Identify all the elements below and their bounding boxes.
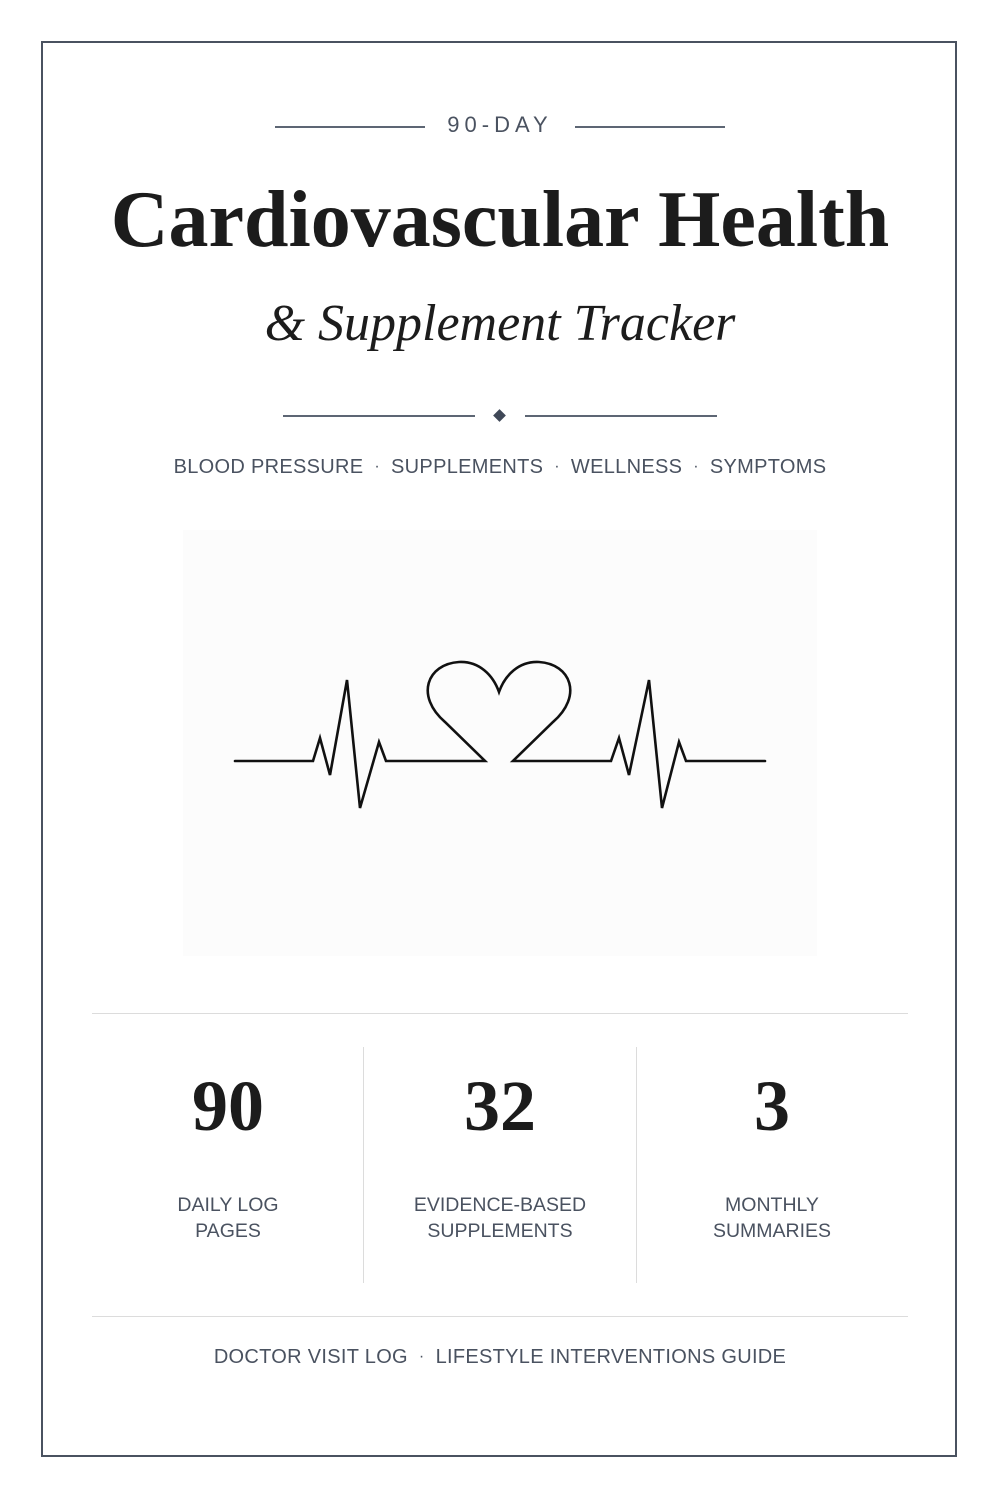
- heartbeat-heart-line-icon: [183, 530, 817, 956]
- page-title: Cardiovascular Health: [110, 176, 890, 264]
- divider-rule-left: [283, 415, 475, 417]
- stats-top-rule: [92, 1013, 908, 1014]
- stat-monthly-summaries: [636, 1066, 908, 1244]
- topic-supplements: SUPPLEMENTS: [391, 456, 544, 478]
- stat-supplements: [364, 1066, 636, 1244]
- footer-item-lifestyle-guide: LIFESTYLE INTERVENTIONS GUIDE: [435, 1346, 787, 1368]
- illustration-panel: [183, 530, 817, 956]
- stats-bottom-rule: [92, 1316, 908, 1317]
- page-subtitle: & Supplement Tracker: [264, 295, 736, 352]
- topics-line: [0, 456, 1000, 479]
- footer-item-doctor-visit-log: DOCTOR VISIT LOG: [213, 1346, 408, 1368]
- stat-label: MONTHLY SUMMARIES: [712, 1194, 832, 1242]
- topic-blood-pressure: BLOOD PRESSURE: [173, 456, 364, 478]
- divider-rule-right: [525, 415, 717, 417]
- stat-number: 90: [192, 1066, 264, 1146]
- stat-label: DAILY LOG PAGES: [177, 1194, 279, 1242]
- footer-line: [0, 1346, 1000, 1369]
- eyebrow-label: 90-DAY: [447, 112, 553, 137]
- footer-separator: ·: [418, 1348, 425, 1365]
- stat-label: EVIDENCE-BASED SUPPLEMENTS: [413, 1194, 587, 1242]
- topic-separator: ·: [693, 458, 699, 475]
- topic-wellness: WELLNESS: [570, 456, 683, 478]
- stat-daily-log: [92, 1066, 364, 1244]
- topic-separator: ·: [554, 458, 560, 475]
- topic-symptoms: SYMPTOMS: [709, 456, 827, 478]
- stat-number: 3: [754, 1066, 790, 1146]
- topic-separator: ·: [374, 458, 381, 475]
- stat-number: 32: [464, 1066, 536, 1146]
